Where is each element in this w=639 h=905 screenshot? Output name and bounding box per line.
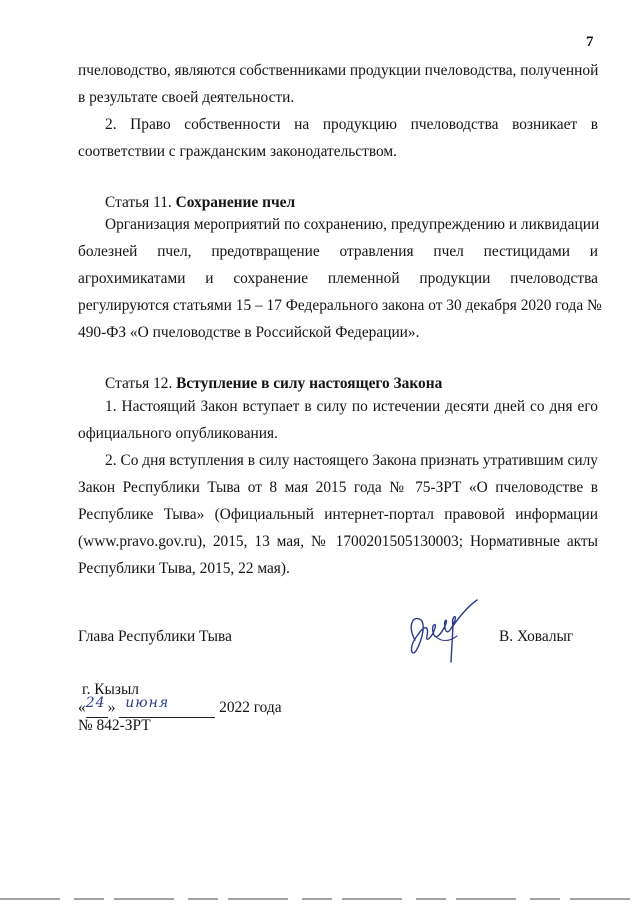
registration-number: № 842-ЗРТ — [78, 717, 151, 734]
article-12-title: Вступление в силу настоящего Закона — [176, 375, 443, 392]
signing-date — [78, 695, 282, 718]
paragraph-line: болезней пчел, предотвращение отравления пчел пестицидами и — [78, 243, 598, 260]
paragraph-line: в результате своей деятельности. — [78, 89, 295, 106]
paragraph-line: (www.pravo.gov.ru), 2015, 13 мая, № 1700201505130003; Нормативные акты — [78, 533, 598, 550]
date-close-quote: » — [107, 699, 116, 716]
place: г. Кызыл — [82, 681, 139, 698]
paragraph-line: Организация мероприятий по сохранению, предупреждению и ликвидации — [105, 216, 600, 233]
paragraph-line: соответствии с гражданским законодательством. — [78, 143, 398, 160]
paragraph-line: официального опубликования. — [78, 425, 278, 442]
signatory-post: Глава Республики Тыва — [78, 628, 232, 645]
date-open-quote: « — [78, 699, 86, 716]
paragraph-line: 2. Право собственности на продукцию пчеловодства возникает в — [105, 116, 598, 133]
page-number: 7 — [586, 34, 594, 50]
article-12-prefix: Статья 12. — [105, 375, 177, 392]
paragraph-line: регулируются статьями 15 – 17 Федерального закона от 30 декабря 2020 года № — [78, 297, 602, 314]
paragraph-line: 490-ФЗ «О пчеловодстве в Российской Федерации». — [78, 324, 420, 341]
paragraph-line: агрохимикатами и сохранение племенной продукции пчеловодства — [78, 270, 598, 287]
date-day-field — [85, 695, 108, 718]
paragraph-line: Республики Тыва, 2015, 22 мая). — [78, 560, 290, 577]
date-month-handwritten: июня — [125, 695, 170, 711]
signatory-name: В. Ховалыг — [499, 628, 574, 645]
article-11-prefix: Статья 11. — [105, 194, 176, 211]
date-year: 2022 года — [219, 699, 282, 716]
article-11-heading — [105, 194, 598, 212]
article-12-heading — [105, 375, 598, 393]
date-day-handwritten: 24 — [85, 695, 106, 711]
paragraph-line: пчеловодство, являются собственниками продукции пчеловодства, полученной — [78, 62, 599, 79]
paragraph-line: 1. Настоящий Закон вступает в силу по истечении десяти дней со дня его — [105, 398, 598, 415]
paragraph-line: Республике Тыва» (Официальный интернет-портал правовой информации — [78, 506, 598, 523]
handwritten-signature — [405, 596, 485, 666]
scan-edge-artifact — [0, 893, 639, 905]
article-11-title: Сохранение пчел — [175, 194, 296, 211]
paragraph-line: 2. Со дня вступления в силу настоящего Закона признать утратившим силу — [105, 452, 598, 469]
date-month-field — [119, 695, 215, 718]
paragraph-line: Закон Республики Тыва от 8 мая 2015 года № 75-ЗРТ «О пчеловодстве в — [78, 479, 598, 496]
